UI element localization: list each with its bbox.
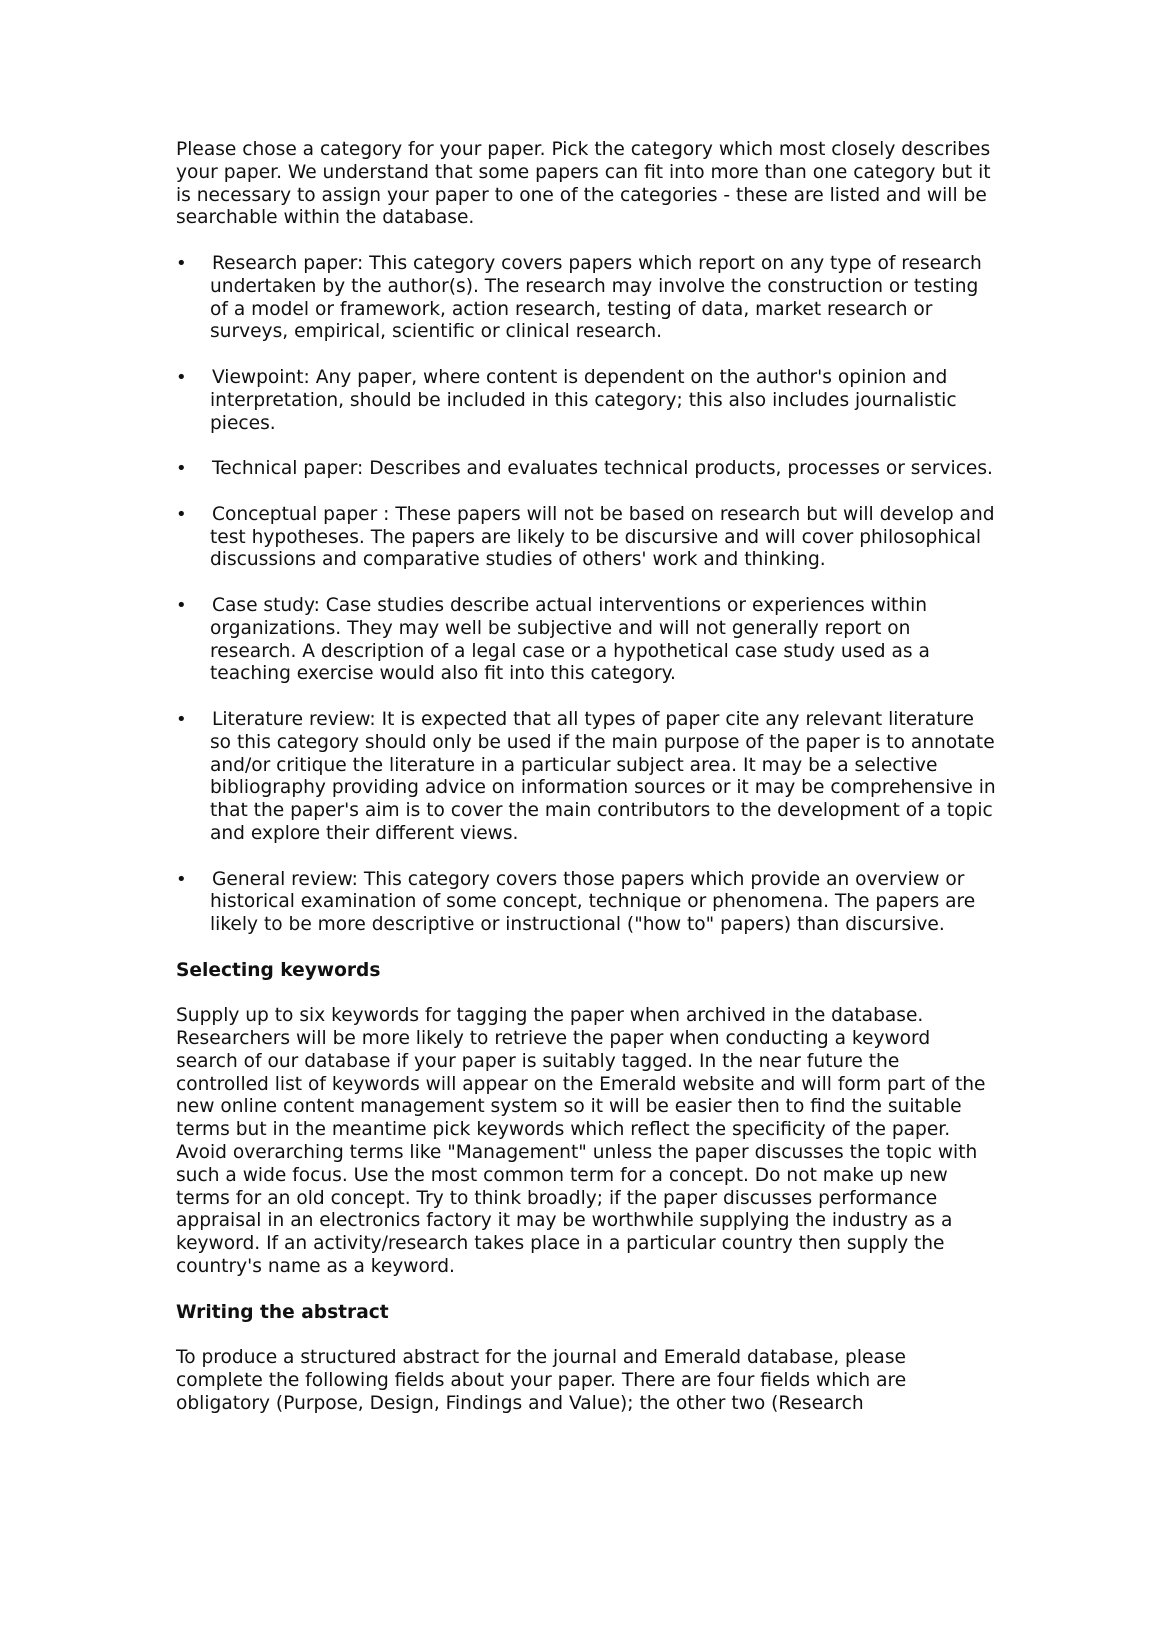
intro-paragraph: Please chose a category for your paper. Pick the category which most closely describes your paper. We understand that some papers can fit into more than one category but it is necessary to assign your paper to one of the categories - these are listed and will be searchable within the database.	[176, 139, 991, 229]
bullet-icon: •	[176, 366, 187, 388]
category-viewpoint: Viewpoint: Any paper, where content is dependent on the author's opinion and interpretation, should be included in this category; this also includes journalistic pieces.	[210, 366, 957, 434]
bullet-icon: •	[176, 252, 187, 274]
category-literature-review: Literature review: It is expected that all types of paper cite any relevant literature so this category should only be used if the main purpose of the paper is to annotate and/or critique the literature in a particular subject area. It may be a selective bibliography providing advice on information sources or it may be comprehensive in that the paper's aim is to cover the main contributors to the development of a topic and explore their different views.	[210, 708, 996, 844]
category-general-review: General review: This category covers those papers which provide an overview or historical examination of some concept, technique or phenomena. The papers are likely to be more descriptive or instructional ("how to" papers) than discursive.	[210, 868, 976, 936]
list-item	[176, 709, 996, 846]
category-conceptual-paper: Conceptual paper : These papers will not be based on research but will develop and test hypotheses. The papers are likely to be discursive and will cover philosophical discussions and comparative studies of others' work and thinking.	[210, 503, 995, 571]
document-page	[176, 139, 996, 1438]
bullet-icon: •	[176, 503, 187, 525]
category-list	[176, 253, 996, 937]
bullet-icon: •	[176, 594, 187, 616]
keywords-heading: Selecting keywords	[176, 959, 381, 981]
list-item	[176, 869, 996, 937]
keywords-paragraph: Supply up to six keywords for tagging the paper when archived in the database. Researchers will be more likely to retrieve the paper when conducting a keyword search of our database if your paper is suitably tagged. In the near future the controlled list of keywords will appear on the Emerald website and will form part of the new online content management system so it will be easier then to find the suitable terms but in the meantime pick keywords which reflect the specificity of the paper. Avoid overarching terms like "Management" unless the paper discusses the topic with such a wide focus. Use the most common term for a concept. Do not make up new terms for an old concept. Try to think broadly; if the paper discusses performance appraisal in an electronics factory it may be worthwhile supplying the industry as a keyword. If an activity/research takes place in a particular country then supply the country's name as a keyword.	[176, 1005, 986, 1278]
abstract-paragraph: To produce a structured abstract for the journal and Emerald database, please complete the following fields about your paper. There are four fields which are obligatory (Purpose, Design, Findings and Value); the other two (Research	[176, 1347, 907, 1414]
list-item	[176, 458, 996, 481]
list-item	[176, 595, 996, 686]
list-item	[176, 253, 996, 344]
abstract-heading: Writing the abstract	[176, 1301, 389, 1323]
category-research-paper: Research paper: This category covers papers which report on any type of research undertaken by the author(s). The research may involve the construction or testing of a model or framework, action research, testing of data, market research or surveys, empirical, scientific or clinical research.	[210, 252, 982, 343]
category-case-study: Case study: Case studies describe actual interventions or experiences within organizations. They may well be subjective and will not generally report on research. A description of a legal case or a hypothetical case study used as a teaching exercise would also fit into this category.	[210, 594, 930, 685]
bullet-icon: •	[176, 458, 187, 480]
list-item	[176, 367, 996, 435]
bullet-icon: •	[176, 708, 187, 730]
bullet-icon: •	[176, 868, 187, 890]
list-item	[176, 504, 996, 572]
category-technical-paper: Technical paper: Describes and evaluates technical products, processes or services.	[212, 458, 993, 480]
